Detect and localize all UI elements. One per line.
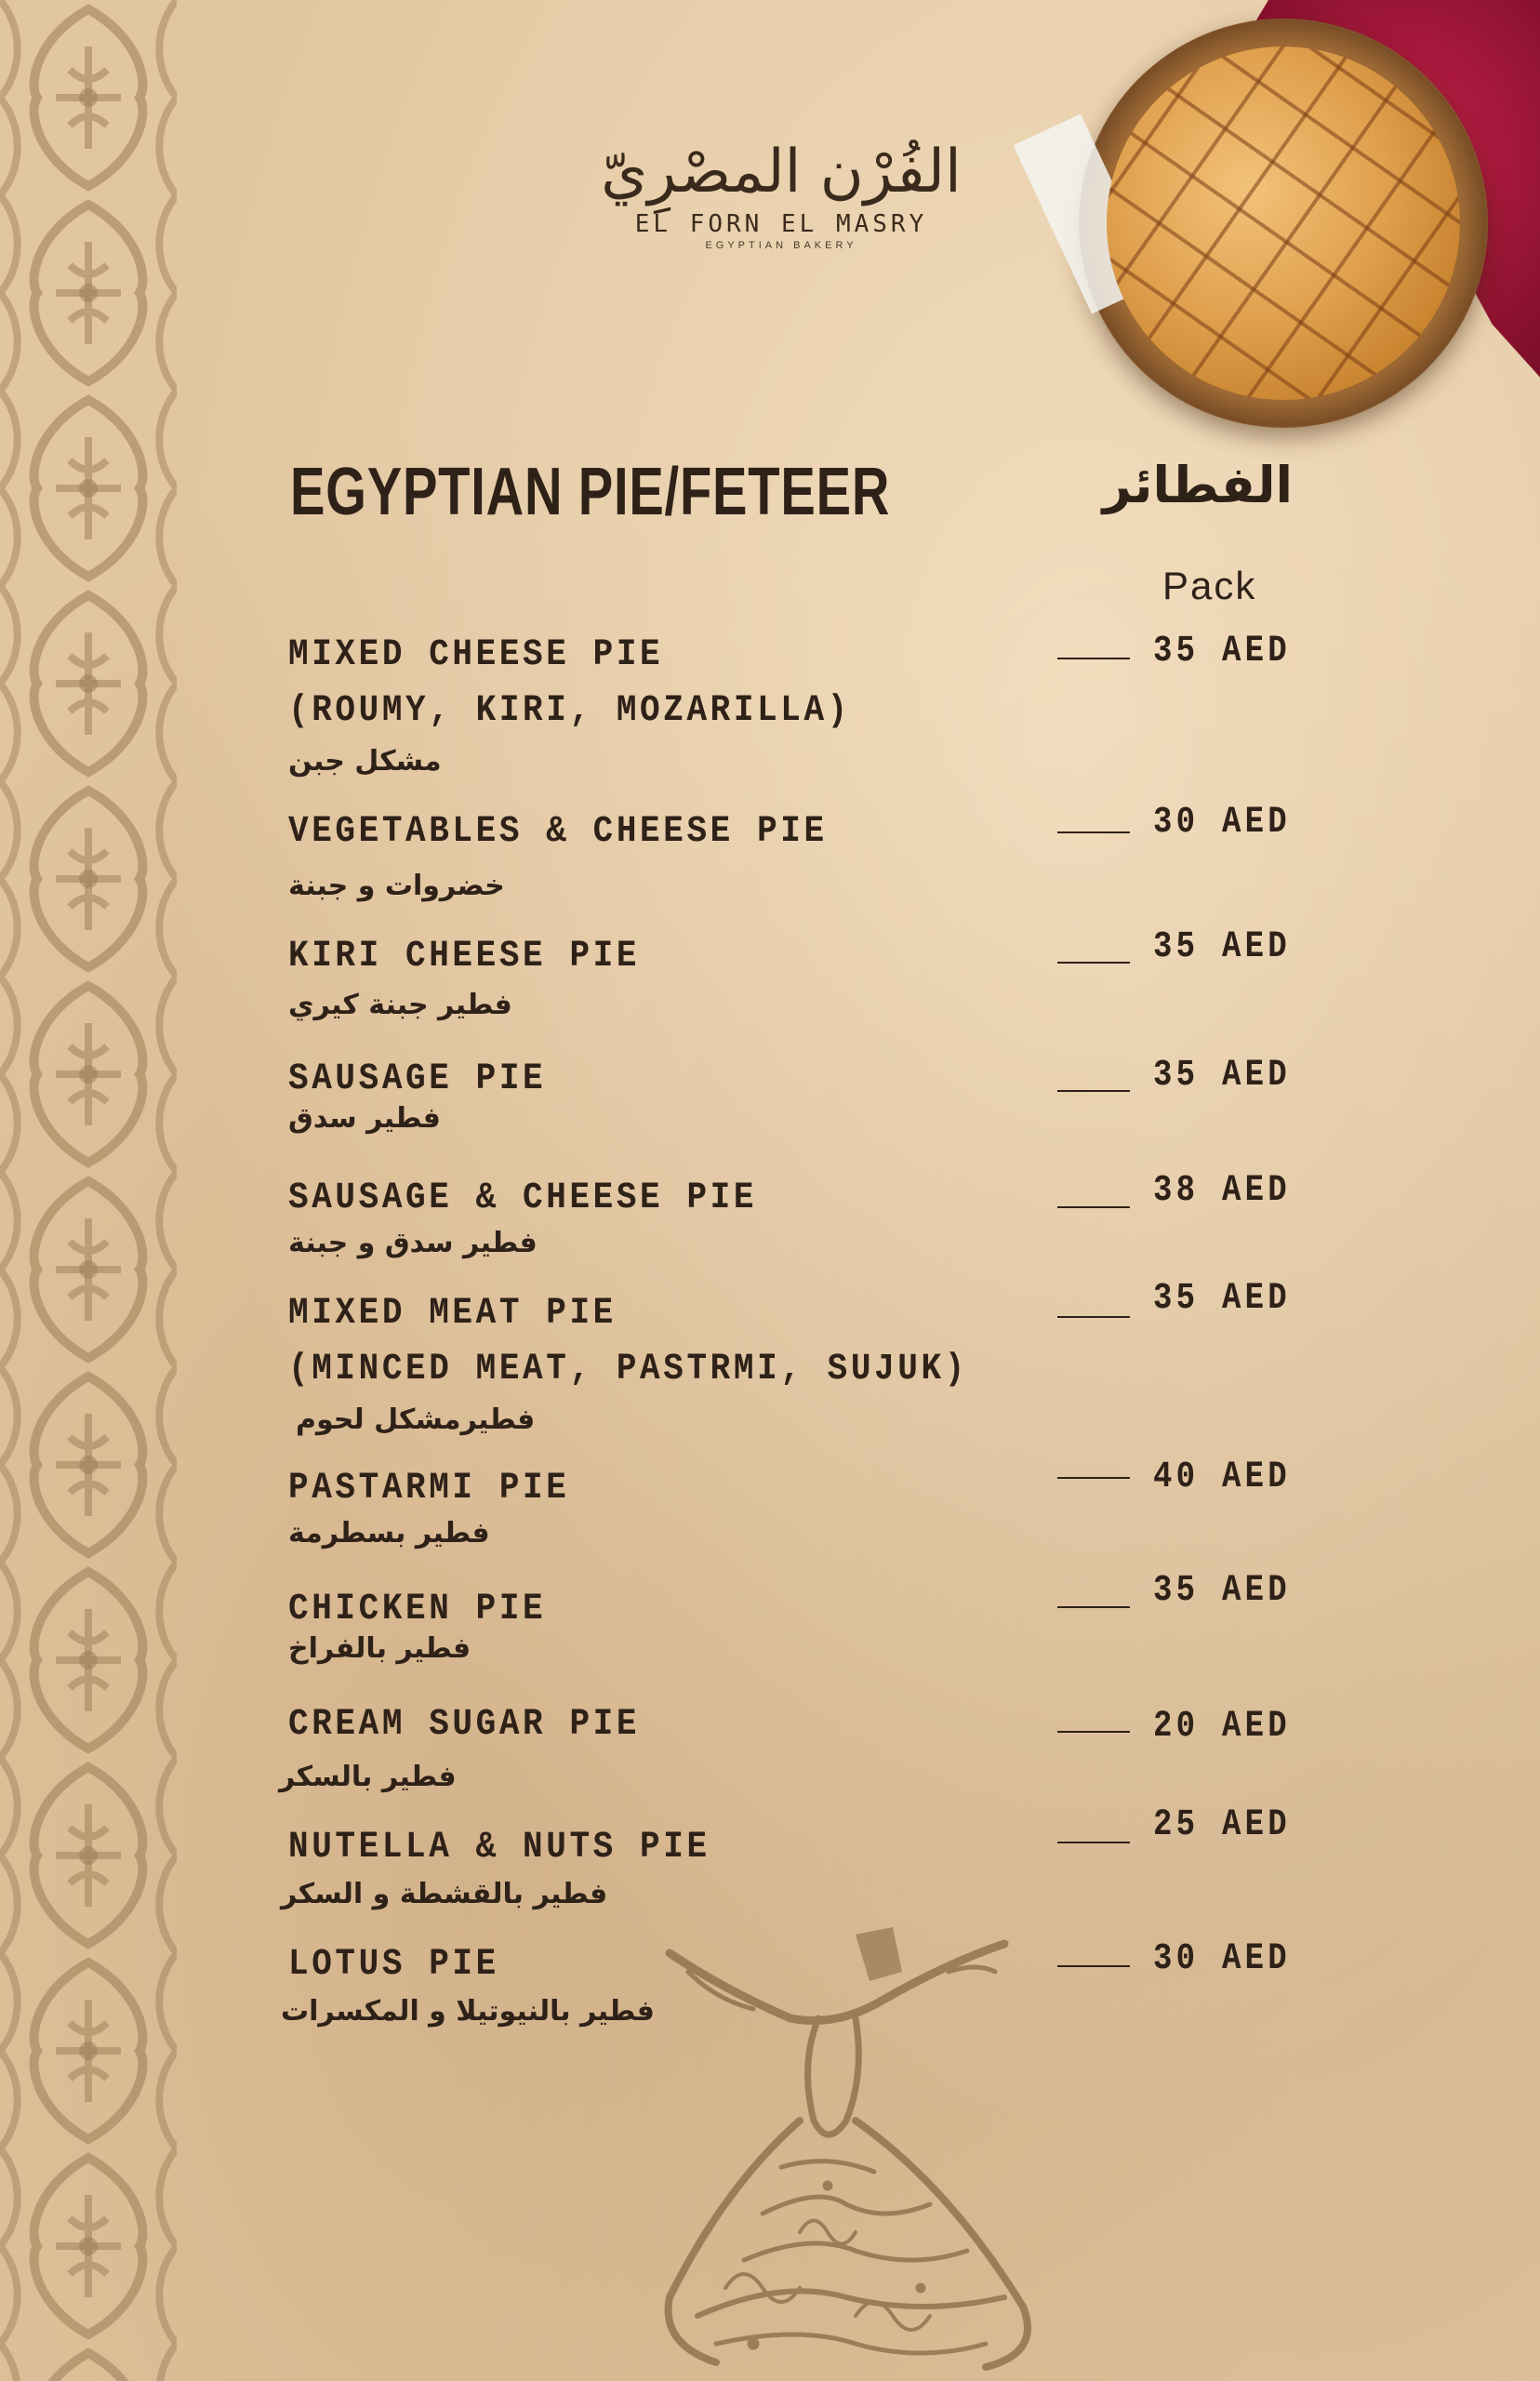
- item-name-arabic: فطير سدق و جبنة: [288, 1227, 538, 1259]
- item-name: PASTARMI PIE: [288, 1468, 570, 1510]
- item-name: NUTELLA & NUTS PIE: [288, 1827, 710, 1869]
- item-name-arabic: فطير بسطرمة: [288, 1517, 490, 1550]
- brand-tagline: EGYPTIAN BAKERY: [705, 240, 857, 252]
- item-name: SAUSAGE & CHEESE PIE: [288, 1177, 758, 1219]
- item-name-arabic: فطير بالقشطة و السكر: [281, 1878, 608, 1910]
- item-name-arabic: فطير بالفراخ: [288, 1632, 471, 1665]
- item-name: CREAM SUGAR PIE: [288, 1704, 641, 1746]
- item-price: 35 AED: [1153, 1570, 1291, 1612]
- item-price: 35 AED: [1153, 926, 1291, 968]
- price-leader-line: [1057, 658, 1130, 659]
- item-ingredients: (MINCED MEAT, PASTRMI, SUJUK): [288, 1349, 968, 1390]
- item-name: SAUSAGE PIE: [288, 1058, 547, 1100]
- item-price: 30 AED: [1153, 802, 1291, 844]
- feteer-photo: [1042, 0, 1540, 437]
- price-leader-line: [1057, 1842, 1130, 1843]
- item-name-arabic: فطيرمشكل لحوم: [296, 1403, 536, 1436]
- item-name: LOTUS PIE: [288, 1944, 499, 1986]
- item-price: 35 AED: [1153, 1055, 1291, 1097]
- item-price: 25 AED: [1153, 1804, 1291, 1846]
- item-name-arabic: فطير بالسكر: [279, 1761, 457, 1793]
- item-price: 30 AED: [1153, 1938, 1291, 1980]
- section-title-english: EGYPTIAN PIE/FETEER: [290, 455, 891, 529]
- brand-name-arabic: الفُرْن المصْرِيّ: [601, 138, 962, 206]
- price-column-label: Pack: [1162, 564, 1257, 607]
- item-price: 35 AED: [1153, 631, 1291, 672]
- brand-name-english: EL FORN EL MASRY: [634, 210, 928, 239]
- item-price: 35 AED: [1153, 1278, 1291, 1320]
- item-name-arabic: خضروات و جبنة: [288, 870, 505, 902]
- arabesque-border-icon: [0, 0, 177, 2381]
- price-leader-line: [1057, 831, 1130, 833]
- price-leader-line: [1057, 1316, 1130, 1318]
- price-leader-line: [1057, 962, 1130, 964]
- price-leader-line: [1057, 1090, 1130, 1092]
- item-name: KIRI CHEESE PIE: [288, 936, 641, 978]
- item-name-arabic: فطير سدق: [288, 1102, 441, 1135]
- item-name-arabic: فطير جبنة كيري: [288, 989, 512, 1021]
- pie-image: [1107, 47, 1460, 400]
- item-name-arabic: مشكل جبن: [288, 745, 442, 778]
- brand-logo: [577, 140, 986, 251]
- item-name: MIXED CHEESE PIE: [288, 634, 664, 676]
- item-name: VEGETABLES & CHEESE PIE: [288, 811, 828, 853]
- item-name: CHICKEN PIE: [288, 1589, 547, 1630]
- item-name-arabic: فطير بالنيوتيلا و المكسرات: [281, 1995, 655, 2028]
- price-leader-line: [1057, 1206, 1130, 1208]
- price-leader-line: [1057, 1606, 1130, 1608]
- item-price: 40 AED: [1153, 1457, 1291, 1498]
- dervish-calligraphy-icon: [614, 1907, 1079, 2381]
- price-leader-line: [1057, 1477, 1130, 1479]
- price-leader-line: [1057, 1731, 1130, 1733]
- item-price: 20 AED: [1153, 1706, 1291, 1748]
- item-name: MIXED MEAT PIE: [288, 1293, 617, 1335]
- item-ingredients: (ROUMY, KIRI, MOZARILLA): [288, 690, 851, 732]
- item-price: 38 AED: [1153, 1170, 1291, 1212]
- section-title-arabic: الفطائر: [1102, 456, 1293, 514]
